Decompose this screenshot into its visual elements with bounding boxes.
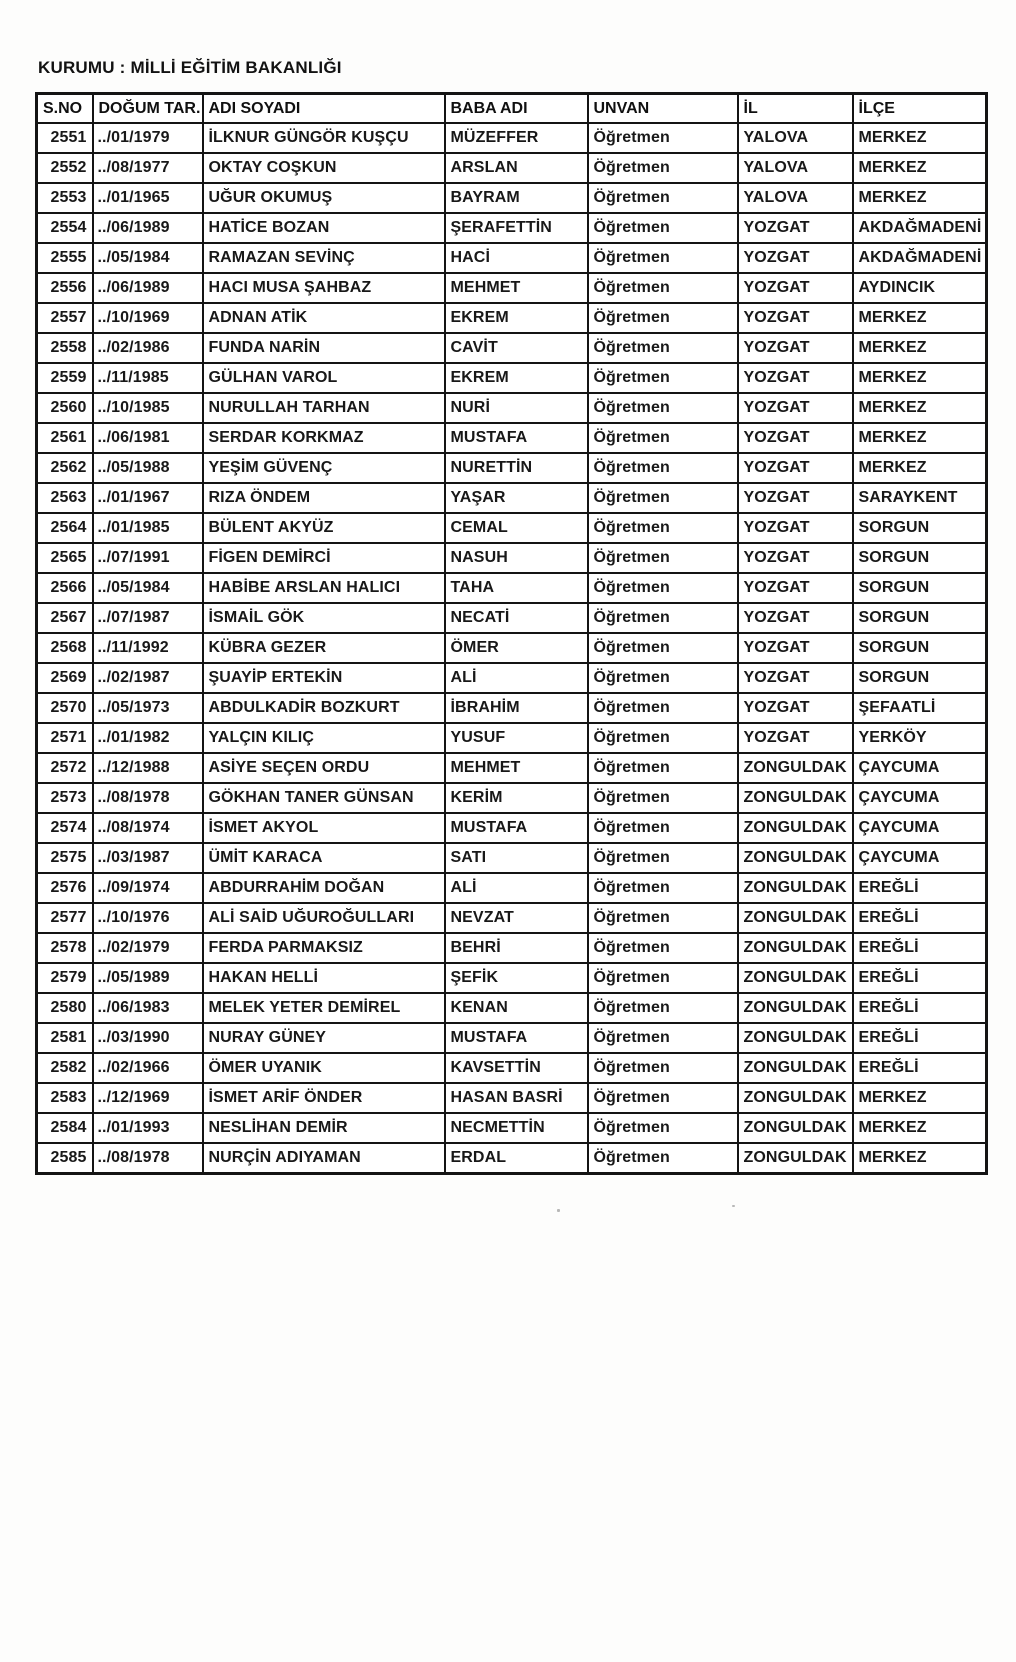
cell-baba-adi: MEHMET [445,753,588,783]
scan-artifact-speck [557,1209,560,1212]
cell-sno: 2562 [37,453,93,483]
cell-sno: 2569 [37,663,93,693]
cell-adi-soyadi: ÜMİT KARACA [203,843,445,873]
cell-baba-adi: ŞERAFETTİN [445,213,588,243]
cell-adi-soyadi: ALİ SAİD UĞUROĞULLARI [203,903,445,933]
cell-adi-soyadi: NURAY GÜNEY [203,1023,445,1053]
cell-il: YALOVA [738,123,853,153]
cell-sno: 2563 [37,483,93,513]
cell-il: YOZGAT [738,573,853,603]
cell-sno: 2568 [37,633,93,663]
cell-unvan: Öğretmen [588,963,738,993]
cell-unvan: Öğretmen [588,543,738,573]
cell-unvan: Öğretmen [588,483,738,513]
cell-unvan: Öğretmen [588,813,738,843]
table-row [37,1023,987,1053]
table-row [37,183,987,213]
cell-baba-adi: NURİ [445,393,588,423]
cell-dogum-tar: ../02/1986 [93,333,203,363]
table-row [37,1083,987,1113]
cell-adi-soyadi: NURÇİN ADIYAMAN [203,1143,445,1174]
cell-ilce: MERKEZ [853,1083,987,1113]
cell-unvan: Öğretmen [588,633,738,663]
table-row [37,903,987,933]
table-row [37,843,987,873]
cell-baba-adi: TAHA [445,573,588,603]
cell-unvan: Öğretmen [588,333,738,363]
table-row [37,603,987,633]
cell-il: YOZGAT [738,513,853,543]
cell-baba-adi: HASAN BASRİ [445,1083,588,1113]
cell-il: YOZGAT [738,543,853,573]
cell-il: YOZGAT [738,723,853,753]
table-row [37,663,987,693]
cell-il: YOZGAT [738,273,853,303]
cell-ilce: SORGUN [853,513,987,543]
column-header-dogum-tar: DOĞUM TAR. [93,94,203,124]
cell-unvan: Öğretmen [588,513,738,543]
cell-baba-adi: ŞEFİK [445,963,588,993]
cell-ilce: ÇAYCUMA [853,843,987,873]
cell-unvan: Öğretmen [588,1143,738,1174]
cell-ilce: EREĞLİ [853,1053,987,1083]
cell-unvan: Öğretmen [588,753,738,783]
cell-dogum-tar: ../01/1965 [93,183,203,213]
cell-dogum-tar: ../10/1969 [93,303,203,333]
cell-baba-adi: NECATİ [445,603,588,633]
table-row [37,573,987,603]
cell-il: YALOVA [738,153,853,183]
table-row [37,513,987,543]
cell-baba-adi: ALİ [445,663,588,693]
cell-sno: 2557 [37,303,93,333]
cell-baba-adi: MUSTAFA [445,813,588,843]
cell-baba-adi: ÖMER [445,633,588,663]
cell-il: YOZGAT [738,663,853,693]
cell-il: ZONGULDAK [738,1113,853,1143]
cell-adi-soyadi: ABDULKADİR BOZKURT [203,693,445,723]
cell-sno: 2566 [37,573,93,603]
cell-il: ZONGULDAK [738,933,853,963]
table-row [37,453,987,483]
cell-unvan: Öğretmen [588,723,738,753]
cell-unvan: Öğretmen [588,1023,738,1053]
table-row [37,1053,987,1083]
column-header-sno: S.NO [37,94,93,124]
cell-baba-adi: YAŞAR [445,483,588,513]
cell-adi-soyadi: GÜLHAN VAROL [203,363,445,393]
table-row [37,693,987,723]
cell-il: ZONGULDAK [738,903,853,933]
cell-sno: 2567 [37,603,93,633]
cell-unvan: Öğretmen [588,363,738,393]
cell-il: ZONGULDAK [738,873,853,903]
cell-adi-soyadi: ÖMER UYANIK [203,1053,445,1083]
cell-dogum-tar: ../06/1989 [93,213,203,243]
cell-adi-soyadi: ŞUAYİP ERTEKİN [203,663,445,693]
cell-ilce: ÇAYCUMA [853,813,987,843]
cell-unvan: Öğretmen [588,273,738,303]
table-row [37,273,987,303]
cell-sno: 2552 [37,153,93,183]
cell-il: ZONGULDAK [738,1053,853,1083]
cell-il: YOZGAT [738,453,853,483]
cell-unvan: Öğretmen [588,1113,738,1143]
cell-adi-soyadi: UĞUR OKUMUŞ [203,183,445,213]
cell-ilce: MERKEZ [853,123,987,153]
column-header-ilce: İLÇE [853,94,987,124]
cell-baba-adi: EKREM [445,363,588,393]
cell-sno: 2570 [37,693,93,723]
cell-dogum-tar: ../06/1983 [93,993,203,1023]
cell-il: YOZGAT [738,603,853,633]
cell-sno: 2574 [37,813,93,843]
cell-baba-adi: NURETTİN [445,453,588,483]
cell-unvan: Öğretmen [588,1053,738,1083]
cell-il: ZONGULDAK [738,783,853,813]
cell-sno: 2573 [37,783,93,813]
cell-sno: 2559 [37,363,93,393]
cell-unvan: Öğretmen [588,1083,738,1113]
cell-ilce: MERKEZ [853,183,987,213]
cell-unvan: Öğretmen [588,783,738,813]
cell-unvan: Öğretmen [588,453,738,483]
table-row [37,783,987,813]
cell-dogum-tar: ../06/1981 [93,423,203,453]
cell-ilce: MERKEZ [853,1113,987,1143]
cell-il: YOZGAT [738,243,853,273]
cell-unvan: Öğretmen [588,693,738,723]
cell-adi-soyadi: MELEK YETER DEMİREL [203,993,445,1023]
cell-baba-adi: ARSLAN [445,153,588,183]
cell-baba-adi: NASUH [445,543,588,573]
cell-ilce: SARAYKENT [853,483,987,513]
cell-adi-soyadi: ABDURRAHİM DOĞAN [203,873,445,903]
cell-baba-adi: MEHMET [445,273,588,303]
cell-adi-soyadi: İSMET AKYOL [203,813,445,843]
cell-ilce: MERKEZ [853,453,987,483]
cell-ilce: ÇAYCUMA [853,783,987,813]
table-row [37,933,987,963]
cell-unvan: Öğretmen [588,183,738,213]
cell-ilce: MERKEZ [853,333,987,363]
cell-unvan: Öğretmen [588,993,738,1023]
cell-ilce: SORGUN [853,603,987,633]
cell-sno: 2555 [37,243,93,273]
cell-adi-soyadi: BÜLENT AKYÜZ [203,513,445,543]
cell-baba-adi: BEHRİ [445,933,588,963]
cell-adi-soyadi: FUNDA NARİN [203,333,445,363]
table-row [37,123,987,153]
cell-ilce: SORGUN [853,663,987,693]
cell-baba-adi: ALİ [445,873,588,903]
cell-dogum-tar: ../12/1988 [93,753,203,783]
cell-ilce: EREĞLİ [853,873,987,903]
cell-dogum-tar: ../01/1993 [93,1113,203,1143]
cell-sno: 2558 [37,333,93,363]
cell-il: YOZGAT [738,633,853,663]
cell-dogum-tar: ../08/1978 [93,783,203,813]
cell-il: YALOVA [738,183,853,213]
cell-ilce: SORGUN [853,543,987,573]
cell-ilce: AKDAĞMADENİ [853,243,987,273]
cell-baba-adi: EKREM [445,303,588,333]
cell-sno: 2579 [37,963,93,993]
table-row [37,813,987,843]
cell-sno: 2560 [37,393,93,423]
table-row [37,1143,987,1174]
cell-il: YOZGAT [738,393,853,423]
cell-sno: 2581 [37,1023,93,1053]
cell-ilce: AKDAĞMADENİ [853,213,987,243]
cell-adi-soyadi: FİGEN DEMİRCİ [203,543,445,573]
cell-ilce: EREĞLİ [853,993,987,1023]
cell-adi-soyadi: İLKNUR GÜNGÖR KUŞÇU [203,123,445,153]
cell-il: ZONGULDAK [738,753,853,783]
cell-baba-adi: NEVZAT [445,903,588,933]
cell-unvan: Öğretmen [588,123,738,153]
cell-il: ZONGULDAK [738,1143,853,1174]
cell-il: YOZGAT [738,693,853,723]
cell-adi-soyadi: ASİYE SEÇEN ORDU [203,753,445,783]
cell-adi-soyadi: NESLİHAN DEMİR [203,1113,445,1143]
cell-sno: 2575 [37,843,93,873]
cell-baba-adi: MUSTAFA [445,1023,588,1053]
personnel-table [35,92,988,1175]
cell-sno: 2578 [37,933,93,963]
table-row [37,333,987,363]
cell-unvan: Öğretmen [588,873,738,903]
cell-il: ZONGULDAK [738,1083,853,1113]
cell-ilce: MERKEZ [853,153,987,183]
cell-sno: 2564 [37,513,93,543]
cell-baba-adi: KERİM [445,783,588,813]
cell-dogum-tar: ../09/1974 [93,873,203,903]
cell-ilce: MERKEZ [853,363,987,393]
column-header-il: İL [738,94,853,124]
cell-ilce: EREĞLİ [853,903,987,933]
cell-adi-soyadi: İSMET ARİF ÖNDER [203,1083,445,1113]
cell-adi-soyadi: HACI MUSA ŞAHBAZ [203,273,445,303]
table-row [37,213,987,243]
cell-il: YOZGAT [738,363,853,393]
table-row [37,243,987,273]
cell-dogum-tar: ../05/1989 [93,963,203,993]
cell-unvan: Öğretmen [588,213,738,243]
cell-adi-soyadi: FERDA PARMAKSIZ [203,933,445,963]
cell-unvan: Öğretmen [588,573,738,603]
cell-dogum-tar: ../06/1989 [93,273,203,303]
cell-il: ZONGULDAK [738,1023,853,1053]
cell-ilce: SORGUN [853,633,987,663]
cell-adi-soyadi: OKTAY COŞKUN [203,153,445,183]
cell-sno: 2584 [37,1113,93,1143]
cell-sno: 2551 [37,123,93,153]
cell-il: ZONGULDAK [738,963,853,993]
table-row [37,993,987,1023]
table-row [37,753,987,783]
cell-dogum-tar: ../01/1967 [93,483,203,513]
cell-ilce: ŞEFAATLİ [853,693,987,723]
table-row [37,483,987,513]
cell-ilce: MERKEZ [853,1143,987,1174]
cell-baba-adi: MÜZEFFER [445,123,588,153]
cell-dogum-tar: ../05/1973 [93,693,203,723]
document-title: KURUMU : MİLLİ EĞİTİM BAKANLIĞI [38,58,342,77]
cell-sno: 2554 [37,213,93,243]
cell-unvan: Öğretmen [588,153,738,183]
table-body [37,123,987,1174]
cell-dogum-tar: ../01/1985 [93,513,203,543]
cell-adi-soyadi: HATİCE BOZAN [203,213,445,243]
cell-sno: 2553 [37,183,93,213]
cell-dogum-tar: ../05/1984 [93,573,203,603]
cell-baba-adi: KENAN [445,993,588,1023]
cell-baba-adi: NECMETTİN [445,1113,588,1143]
cell-dogum-tar: ../05/1984 [93,243,203,273]
cell-baba-adi: YUSUF [445,723,588,753]
cell-dogum-tar: ../01/1982 [93,723,203,753]
cell-sno: 2576 [37,873,93,903]
cell-baba-adi: BAYRAM [445,183,588,213]
cell-sno: 2556 [37,273,93,303]
cell-ilce: MERKEZ [853,303,987,333]
cell-unvan: Öğretmen [588,663,738,693]
cell-baba-adi: HACİ [445,243,588,273]
cell-unvan: Öğretmen [588,423,738,453]
scan-artifact-speck [732,1205,735,1207]
cell-dogum-tar: ../07/1987 [93,603,203,633]
cell-dogum-tar: ../08/1977 [93,153,203,183]
cell-sno: 2561 [37,423,93,453]
cell-sno: 2585 [37,1143,93,1174]
cell-unvan: Öğretmen [588,603,738,633]
column-header-baba-adi: BABA ADI [445,94,588,124]
cell-sno: 2572 [37,753,93,783]
cell-baba-adi: CAVİT [445,333,588,363]
cell-adi-soyadi: SERDAR KORKMAZ [203,423,445,453]
table-header-row [37,94,987,124]
cell-dogum-tar: ../08/1974 [93,813,203,843]
cell-unvan: Öğretmen [588,393,738,423]
cell-sno: 2583 [37,1083,93,1113]
cell-dogum-tar: ../07/1991 [93,543,203,573]
table-row [37,363,987,393]
cell-dogum-tar: ../01/1979 [93,123,203,153]
table-row [37,723,987,753]
cell-ilce: ÇAYCUMA [853,753,987,783]
cell-unvan: Öğretmen [588,903,738,933]
cell-il: YOZGAT [738,423,853,453]
table-row [37,873,987,903]
cell-adi-soyadi: GÖKHAN TANER GÜNSAN [203,783,445,813]
table-row [37,153,987,183]
cell-sno: 2577 [37,903,93,933]
cell-ilce: EREĞLİ [853,1023,987,1053]
column-header-unvan: UNVAN [588,94,738,124]
table-row [37,963,987,993]
cell-dogum-tar: ../03/1990 [93,1023,203,1053]
cell-sno: 2580 [37,993,93,1023]
table-row [37,633,987,663]
cell-sno: 2565 [37,543,93,573]
cell-ilce: EREĞLİ [853,933,987,963]
cell-baba-adi: İBRAHİM [445,693,588,723]
cell-adi-soyadi: RIZA ÖNDEM [203,483,445,513]
cell-ilce: AYDINCIK [853,273,987,303]
table-row [37,543,987,573]
cell-dogum-tar: ../11/1992 [93,633,203,663]
cell-ilce: EREĞLİ [853,963,987,993]
cell-dogum-tar: ../05/1988 [93,453,203,483]
cell-sno: 2582 [37,1053,93,1083]
cell-il: YOZGAT [738,303,853,333]
cell-baba-adi: CEMAL [445,513,588,543]
cell-il: ZONGULDAK [738,813,853,843]
cell-ilce: YERKÖY [853,723,987,753]
cell-il: YOZGAT [738,333,853,363]
cell-ilce: SORGUN [853,573,987,603]
cell-adi-soyadi: RAMAZAN SEVİNÇ [203,243,445,273]
cell-il: YOZGAT [738,213,853,243]
cell-adi-soyadi: HAKAN HELLİ [203,963,445,993]
cell-baba-adi: SATI [445,843,588,873]
cell-unvan: Öğretmen [588,843,738,873]
cell-adi-soyadi: HABİBE ARSLAN HALICI [203,573,445,603]
cell-il: ZONGULDAK [738,993,853,1023]
cell-dogum-tar: ../12/1969 [93,1083,203,1113]
table-row [37,303,987,333]
cell-ilce: MERKEZ [853,393,987,423]
cell-unvan: Öğretmen [588,933,738,963]
cell-il: ZONGULDAK [738,843,853,873]
cell-dogum-tar: ../02/1966 [93,1053,203,1083]
cell-adi-soyadi: KÜBRA GEZER [203,633,445,663]
cell-baba-adi: KAVSETTİN [445,1053,588,1083]
cell-adi-soyadi: ADNAN ATİK [203,303,445,333]
table-row [37,1113,987,1143]
cell-adi-soyadi: YEŞİM GÜVENÇ [203,453,445,483]
cell-dogum-tar: ../10/1985 [93,393,203,423]
cell-dogum-tar: ../10/1976 [93,903,203,933]
cell-dogum-tar: ../03/1987 [93,843,203,873]
cell-sno: 2571 [37,723,93,753]
cell-dogum-tar: ../02/1979 [93,933,203,963]
cell-adi-soyadi: YALÇIN KILIÇ [203,723,445,753]
cell-dogum-tar: ../02/1987 [93,663,203,693]
cell-unvan: Öğretmen [588,243,738,273]
cell-dogum-tar: ../08/1978 [93,1143,203,1174]
table-row [37,393,987,423]
table-row [37,423,987,453]
cell-adi-soyadi: NURULLAH TARHAN [203,393,445,423]
cell-il: YOZGAT [738,483,853,513]
cell-adi-soyadi: İSMAİL GÖK [203,603,445,633]
cell-dogum-tar: ../11/1985 [93,363,203,393]
cell-unvan: Öğretmen [588,303,738,333]
cell-ilce: MERKEZ [853,423,987,453]
column-header-adi-soyadi: ADI SOYADI [203,94,445,124]
cell-baba-adi: ERDAL [445,1143,588,1174]
cell-baba-adi: MUSTAFA [445,423,588,453]
